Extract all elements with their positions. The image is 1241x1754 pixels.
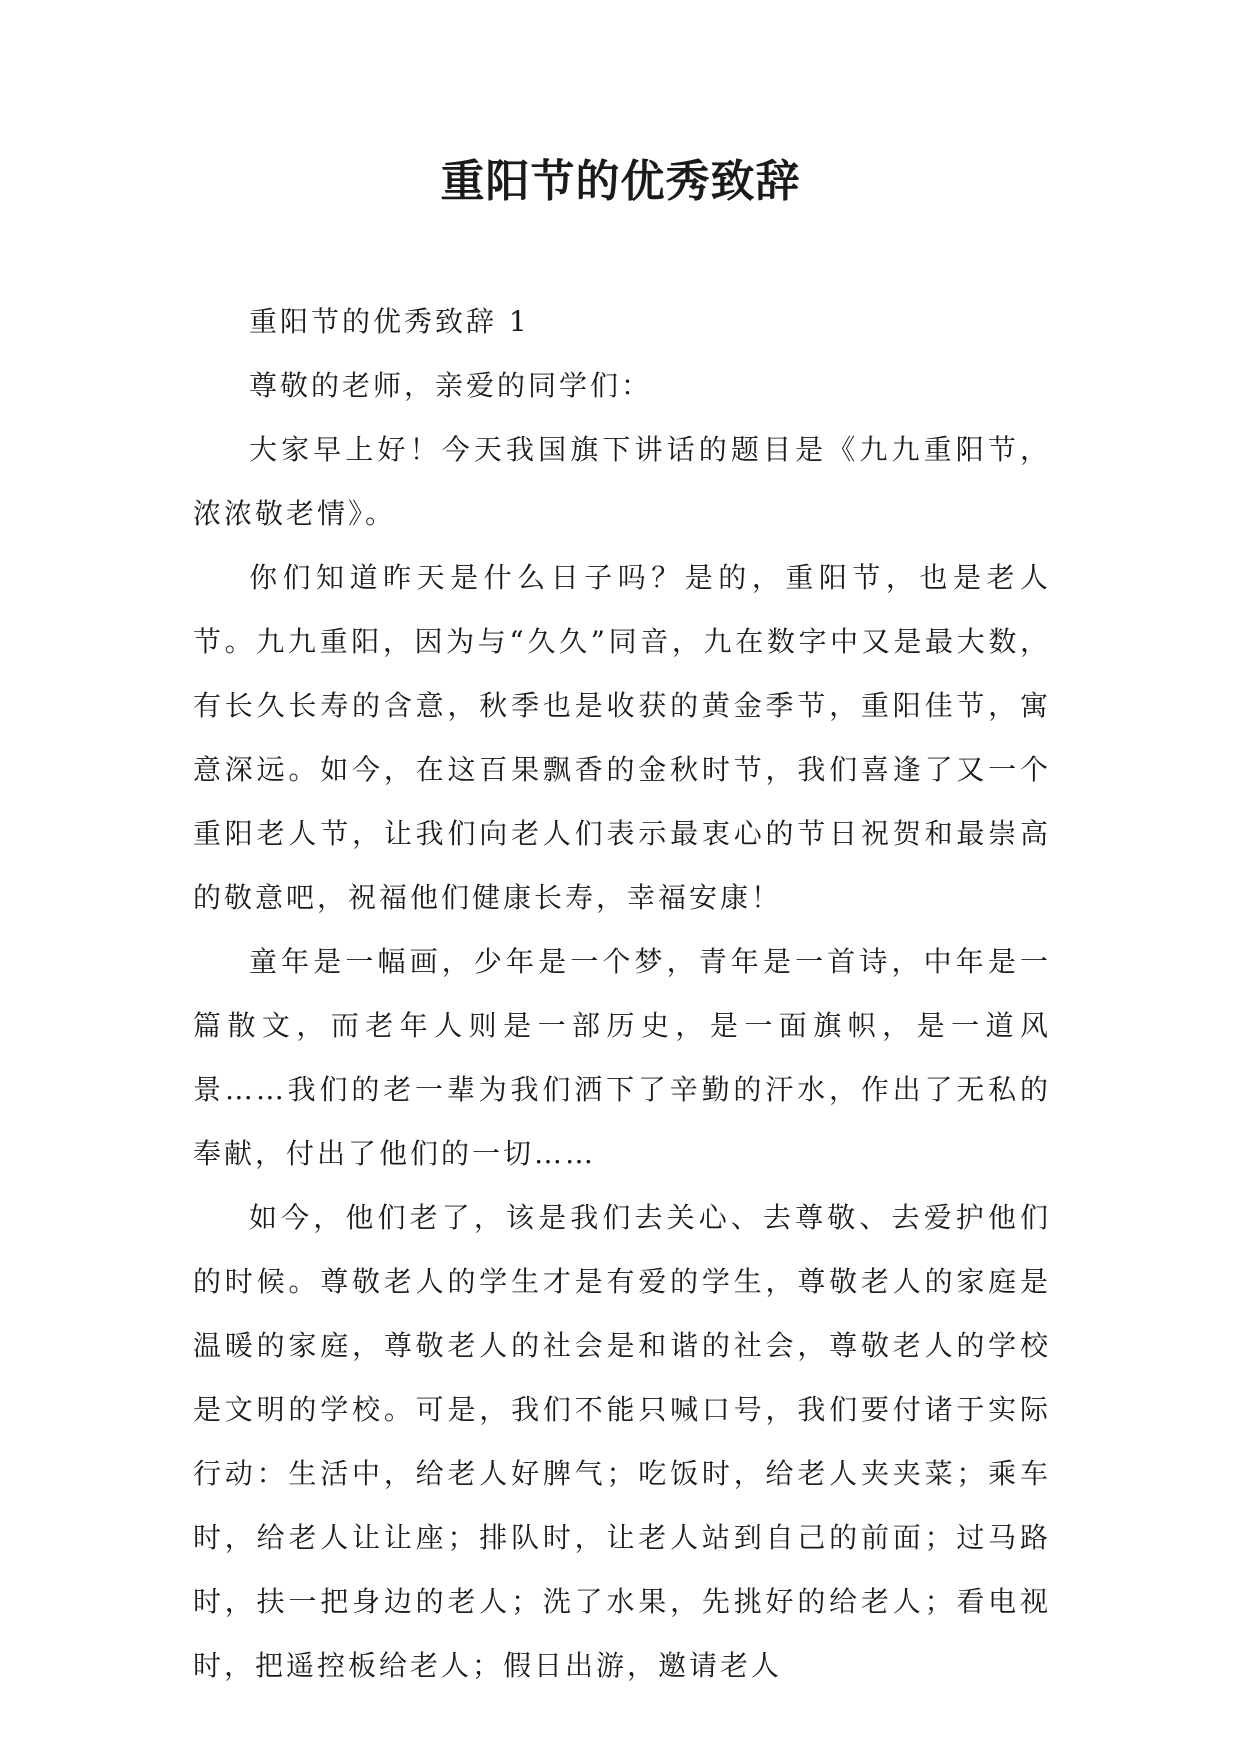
paragraph-life-stages: 童年是一幅画，少年是一个梦，青年是一首诗，中年是一篇散文，而老年人则是一部历史，是一面旗帜，是一道风景……我们的老一辈为我们洒下了辛勤的汗水，作出了无私的奉献，付出了他们的一切…… <box>193 945 1051 1170</box>
paragraph-greeting: 大家早上好！今天我国旗下讲话的题目是《九九重阳节，浓浓敬老情》。 <box>193 433 1051 530</box>
paragraph-heading: 重阳节的优秀致辞 1 <box>249 305 530 338</box>
document-title: 重阳节的优秀致辞 <box>440 156 801 207</box>
paragraph-respect-elders: 如今，他们老了，该是我们去关心、去尊敬、去爱护他们的时候。尊敬老人的学生才是有爱的学生，尊敬老人的家庭是温暖的家庭，尊敬老人的社会是和谐的社会，尊敬老人的学校是文明的学校。可是，我们不能只喊口号，我们要付诸于实际行动：生活中，给老人好脾气；吃饭时，给老人夹夹菜；乘车时，给老人让让座；排队时，让老人站到自己的前面；过马路时，扶一把身边的老人；洗了水果，先挑好的给老人；看电视时，把遥控板给老人；假日出游，邀请老人 <box>193 1201 1051 1682</box>
paragraph-double-ninth: 你们知道昨天是什么日子吗？是的，重阳节，也是老人节。九九重阳，因为与“久久”同音，九在数字中又是最大数，有长久长寿的含意，秋季也是收获的黄金季节，重阳佳节，寓意深远。如今，在这百果飘香的金秋时节，我们喜逢了又一个重阳老人节，让我们向老人们表示最衷心的节日祝贺和最崇高的敬意吧，祝福他们健康长寿，幸福安康！ <box>193 561 1051 914</box>
paragraph-salutation: 尊敬的老师，亲爱的同学们： <box>249 369 653 402</box>
document-body <box>193 290 1051 1698</box>
